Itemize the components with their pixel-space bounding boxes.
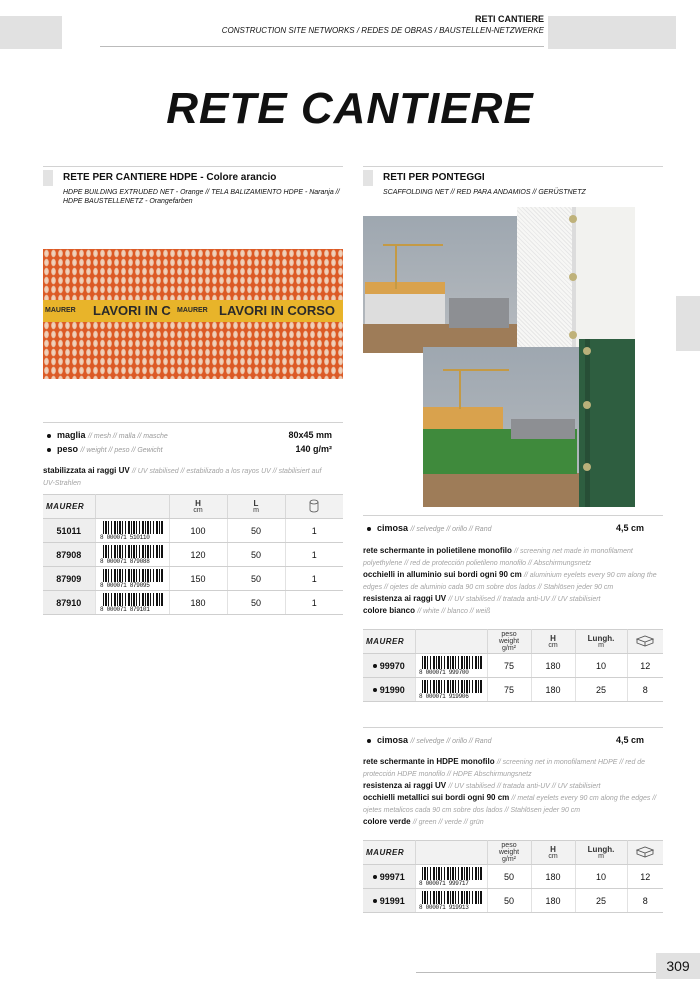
- side-tab: [676, 296, 700, 351]
- barcode: 8 000071 879095: [100, 569, 164, 588]
- left-section-line: [43, 166, 343, 167]
- header-subtitle: CONSTRUCTION SITE NETWORKS / REDES DE OBRAS / BAUSTELLEN-NETZWERKE: [221, 26, 544, 35]
- box-icon: [636, 846, 654, 858]
- right-section-line: [363, 166, 663, 167]
- page-title: RETE CANTIERE: [166, 84, 534, 133]
- table-header: MAURER peso weight g/m² H cm Lungh. m: [363, 630, 663, 654]
- right-section-title: RETI PER PONTEGGI: [383, 172, 485, 183]
- barcode: 8 000071 879101: [100, 593, 164, 612]
- white-net-sample: [517, 207, 635, 347]
- uv-note: stabilizzata ai raggi UV // UV stabilised // estabilizado a los rayos UV // stabilisiert auf UV-Strahlen: [43, 466, 322, 487]
- barcode: 8 000071 999717: [419, 867, 483, 886]
- table-row: 99971 8 000071 999717 50 180 10 12: [363, 865, 663, 889]
- table-row: 87908 8 000071 879088 120 50 1: [43, 543, 343, 567]
- barcode: 8 000071 999700: [419, 656, 483, 675]
- tape-logo: MAURER: [45, 307, 76, 314]
- header-divider: [100, 46, 544, 47]
- left-section-marker: [43, 170, 53, 186]
- header-bar-left: [0, 16, 62, 49]
- block1-description: rete schermante in polietilene monofilo // screening net made in monofilament polyethylene // red de protección polietileno monofilo // Abschirmungsnetz occhielli in alluminio sui bordi ogni 90 cm // aluminium eyelets every 90 cm along the edges // ojetes de aluminio cada 90 cm sobre dos lados // Stahlösen jeder 90 cm resistenza ai raggi UV // UV stabilised // tratada anti-UV // UV stabilisiert colore bianco // white // blanco // weiß: [363, 546, 657, 615]
- spec-mesh-value: 80x45 mm: [288, 430, 332, 440]
- orange-net-photo: [43, 249, 343, 379]
- footer-divider: [416, 972, 656, 973]
- block1-spec-selvedge: cimosa // selvedge // orillo // Rand: [367, 523, 491, 533]
- block2-spec-value: 4,5 cm: [615, 735, 644, 745]
- barcode: 8 000071 879088: [100, 545, 164, 564]
- table-row: 91991 8 000071 919913 50 180 25 8: [363, 889, 663, 913]
- scaffold-photo-white: [363, 216, 519, 353]
- table-header: MAURER H cm L m: [43, 495, 343, 519]
- table-row: 87909 8 000071 879095 150 50 1: [43, 567, 343, 591]
- roll-icon: [309, 499, 319, 513]
- barcode: 8 000071 919906: [419, 680, 483, 699]
- left-specs-line: [43, 422, 343, 423]
- green-net-sample: [579, 339, 635, 507]
- left-section-subtitle: HDPE BUILDING EXTRUDED NET - Orange // TELA BALIZAMIENTO HDPE - Naranja // HDPE BAUSTELLENETZ - Orangefarben: [63, 189, 340, 205]
- barcode: 8 000071 510110: [100, 521, 164, 540]
- table-header: MAURER peso weight g/m² H cm Lungh. m: [363, 841, 663, 865]
- barcode: 8 000071 919913: [419, 891, 483, 910]
- right-section-subtitle: SCAFFOLDING NET // RED PARA ANDAMIOS // GERÜSTNETZ: [383, 189, 586, 196]
- maurer-logo: MAURER: [46, 501, 85, 511]
- header-bar-right: [548, 16, 676, 49]
- block2-description: rete schermante in HDPE monofilo // screening net in monofilament HDPE // red de protección HDPE monofilo // HDPE Abschirmungsnetz resistenza ai raggi UV // UV stabilised // tratada anti-UV // UV stabilisiert occhielli metallici sui bordi ogni 90 cm // metal eyelets every 90 cm along the edges // ojetes metalicos cada 90 cm sobre dos lados // Stahlösen jeder 90 cm colore verde // green // verde // grün: [363, 757, 657, 826]
- block1-product-table: [363, 629, 663, 702]
- scaffold-photo-group: [363, 207, 635, 507]
- right-section-marker: [363, 170, 373, 186]
- header-title: RETI CANTIERE: [474, 14, 544, 24]
- table-row: 91990 8 000071 919906 75 180 25 8: [363, 678, 663, 702]
- left-product-table: [43, 494, 343, 615]
- block2-product-table: [363, 840, 663, 913]
- table-row: 99970 8 000071 999700 75 180 10 12: [363, 654, 663, 678]
- tape-text-2: LAVORI IN CORSO: [219, 303, 336, 318]
- page-number: 309: [656, 953, 700, 979]
- maurer-logo: MAURER: [366, 636, 405, 646]
- tape-logo-2: MAURER: [177, 307, 208, 314]
- spec-weight: peso // weight // peso // Gewicht: [47, 444, 163, 454]
- spec-weight-value: 140 g/m²: [295, 444, 332, 454]
- block1-spec-value: 4,5 cm: [615, 523, 644, 533]
- scaffold-photo-green: [423, 347, 579, 507]
- left-section-title: RETE PER CANTIERE HDPE - Colore arancio: [63, 172, 277, 183]
- box-icon: [636, 635, 654, 647]
- warning-tape: [43, 300, 343, 322]
- block2-spec-selvedge: cimosa // selvedge // orillo // Rand: [367, 735, 491, 745]
- block1-line: [363, 515, 663, 516]
- maurer-logo: MAURER: [366, 847, 405, 857]
- tape-text-1: LAVORI IN C: [93, 303, 171, 318]
- table-row: 87910 8 000071 879101 180 50 1: [43, 591, 343, 615]
- table-row: 51011 8 000071 510110 100 50 1: [43, 519, 343, 543]
- block2-line: [363, 727, 663, 728]
- spec-mesh: maglia // mesh // malla // masche: [47, 430, 168, 440]
